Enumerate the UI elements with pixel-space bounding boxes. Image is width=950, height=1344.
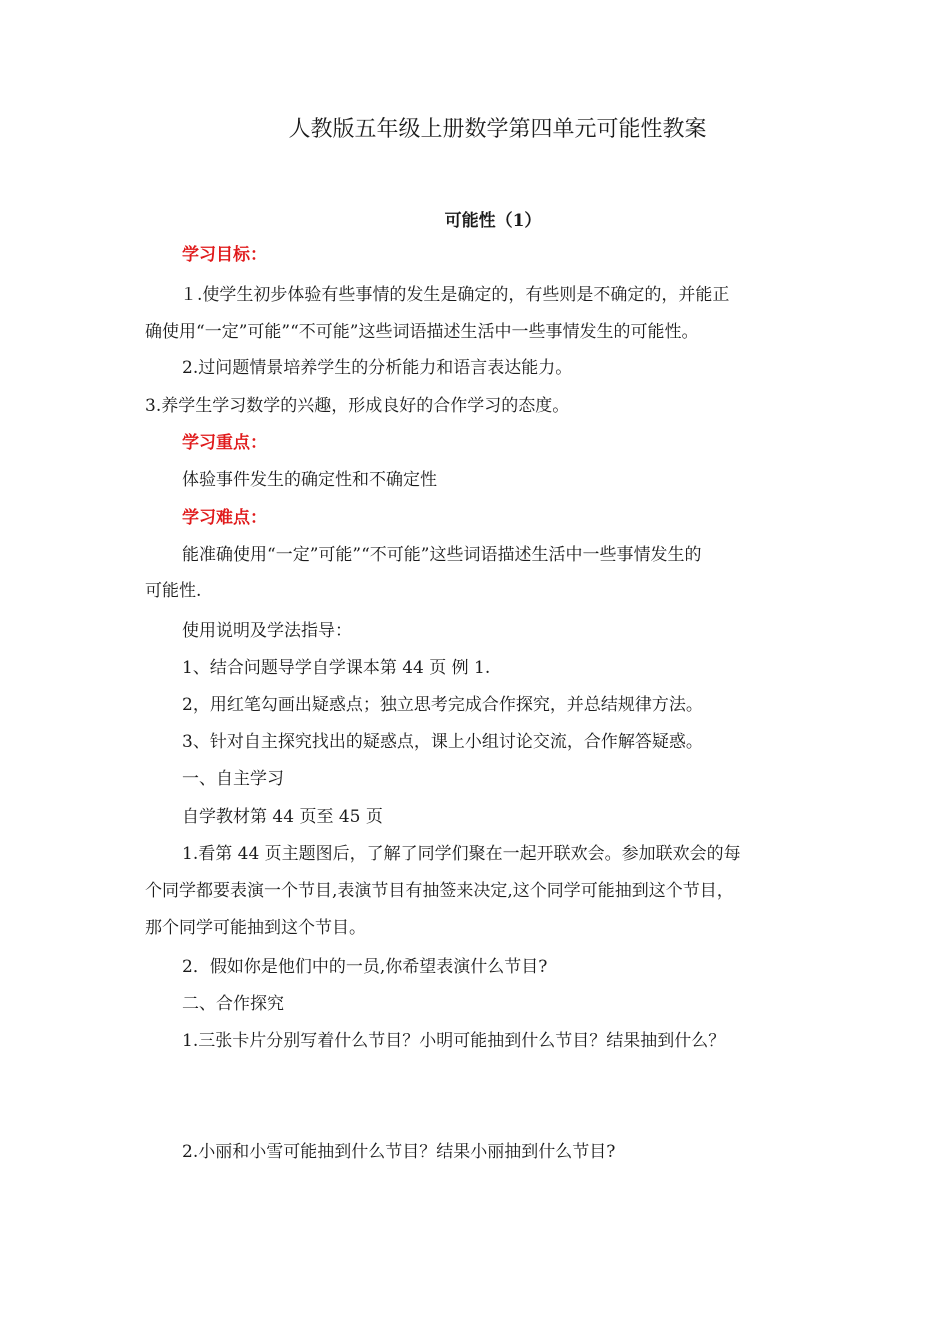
part2-q2: 2.小丽和小雪可能抽到什么节目？结果小丽抽到什么节目? [182,1142,616,1162]
guide-item-2: 2，用红笔勾画出疑惑点；独立思考完成合作探究，并总结规律方法。 [182,695,703,715]
part2-heading: 二、合作探究 [182,994,284,1014]
part1-q1-line-3: 那个同学可能抽到这个节目。 [145,918,366,938]
part1-intro: 自学教材第 44 页至 45 页 [182,807,383,827]
key-text: 体验事件发生的确定性和不确定性 [182,470,437,490]
guide-item-3: 3、针对自主探究找出的疑惑点，课上小组讨论交流，合作解答疑惑。 [182,732,703,752]
difficulty-heading: 学习难点： [182,508,267,528]
goals-heading: 学习目标： [182,245,267,265]
difficulty-line-2: 可能性. [145,581,202,601]
goal-3: 3.养学生学习数学的兴趣，形成良好的合作学习的态度。 [145,396,570,416]
goal-1-line-1: １.使学生初步体验有些事情的发生是确定的，有些则是不确定的，并能正 [180,285,730,305]
document-title: 人教版五年级上册数学第四单元可能性教案 [288,117,707,142]
guide-item-1: 1、结合问题导学自学课本第 44 页 例 1. [182,658,491,678]
difficulty-line-1: 能准确使用“一定”可能”“不可能”这些词语描述生活中一些事情发生的 [182,545,702,565]
goal-1-line-2: 确使用“一定”可能”“不可能”这些词语描述生活中一些事情发生的可能性。 [145,322,699,342]
key-heading: 学习重点： [182,433,267,453]
part2-q1: 1.三张卡片分别写着什么节目？小明可能抽到什么节目？结果抽到什么？ [182,1031,726,1051]
part1-heading: 一、自主学习 [182,769,284,789]
part1-q1-line-1: 1.看第 44 页主题图后，了解了同学们聚在一起开联欢会。参加联欢会的每 [182,844,741,864]
lesson-subtitle: 可能性（1） [444,211,542,231]
part1-q1-line-2: 个同学都要表演一个节目,表演节目有抽签来决定,这个同学可能抽到这个节目， [145,881,734,901]
guide-heading: 使用说明及学法指导： [182,621,352,641]
part1-q2: 2．假如你是他们中的一员,你希望表演什么节目? [182,957,548,977]
goal-2: 2.过问题情景培养学生的分析能力和语言表达能力。 [182,358,573,378]
